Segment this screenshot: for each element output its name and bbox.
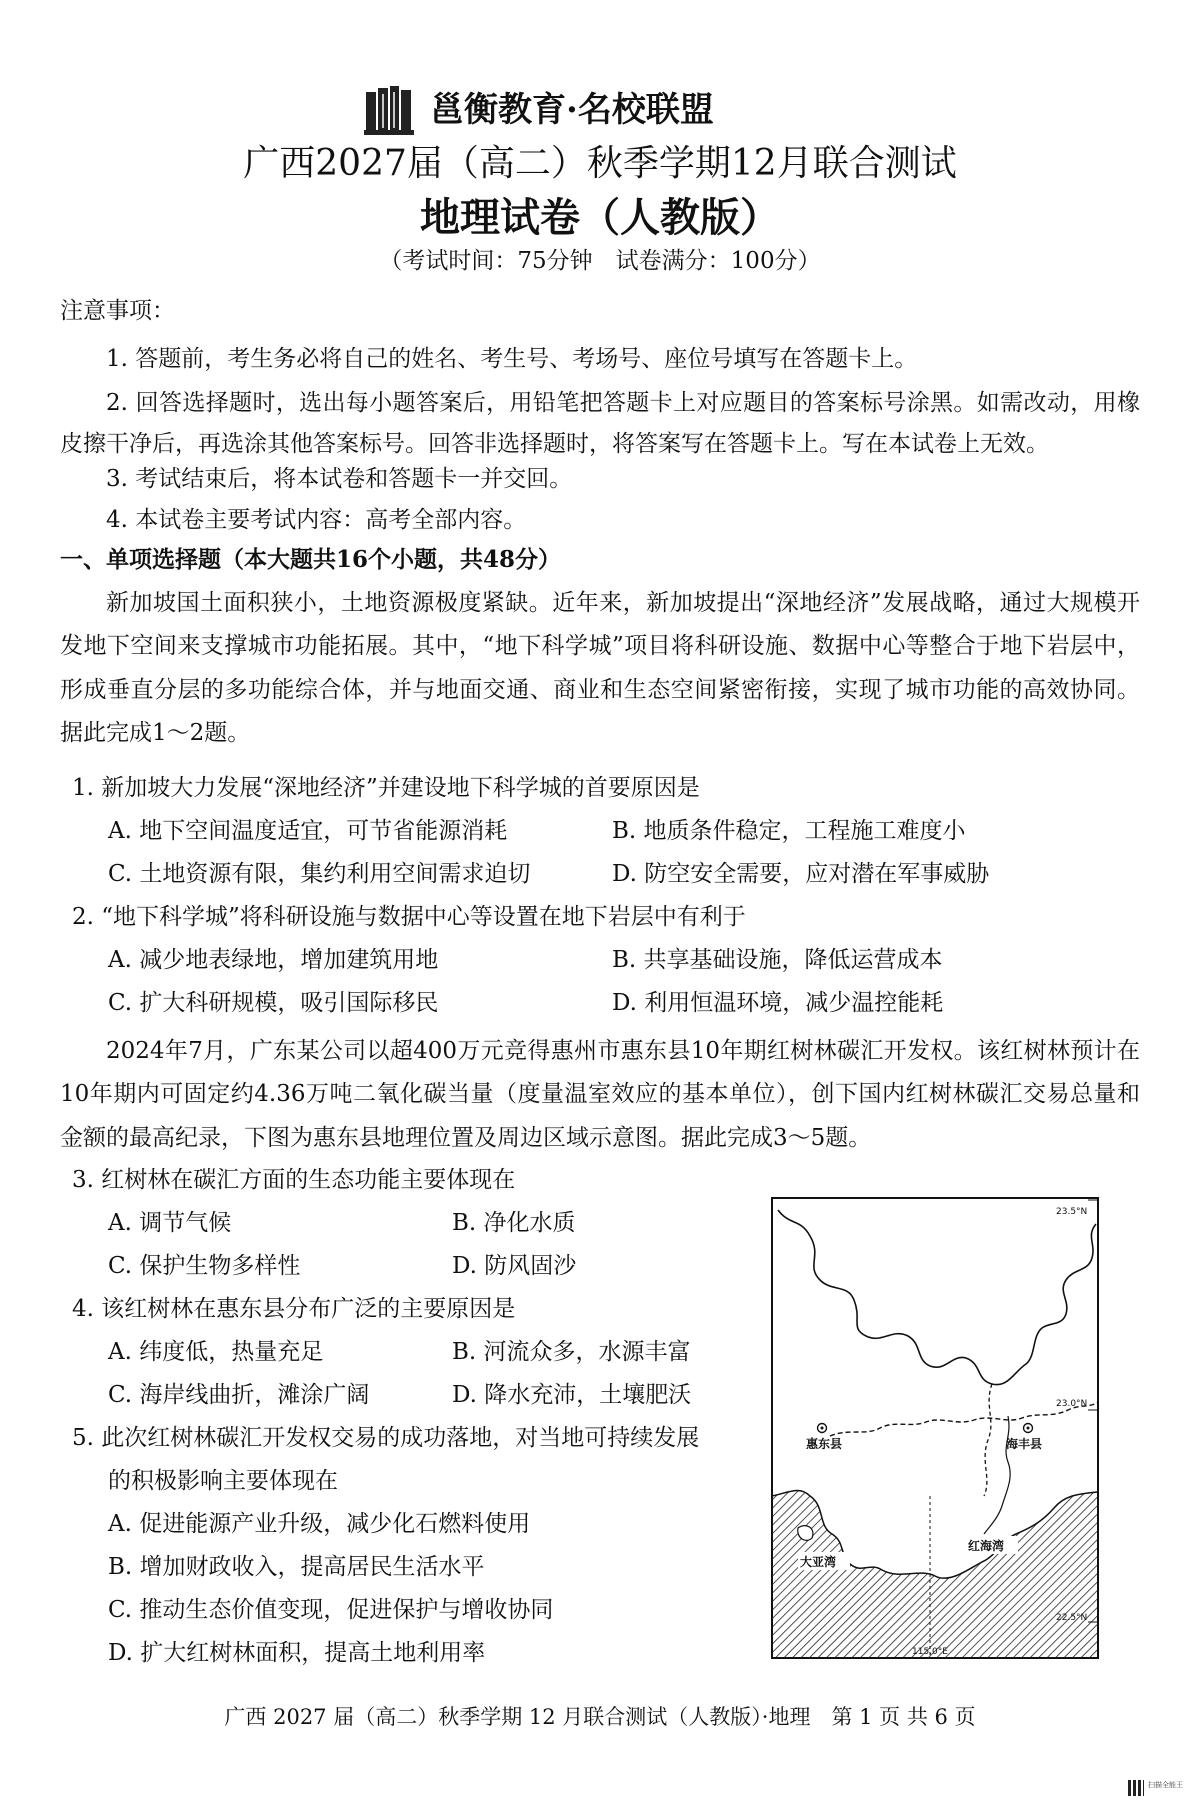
map-lat-label: 23.5°N: [1056, 1207, 1088, 1217]
question-3-option-c: C. 保护生物多样性: [108, 1253, 301, 1279]
qr-code-icon: [1128, 1780, 1144, 1796]
passage-1: 新加坡国土面积狭小，土地资源极度紧缺。近年来，新加坡提出“深地经济”发展战略，通过大规模开发地下空间来支撑城市功能拓展。其中，“地下科学城”项目将科研设施、数据中心等整合于地下岩层中，形成垂直分层的多功能综合体，并与地面交通、商业和生态空间紧密衔接，实现了城市功能的高效协同。据此完成1～2题。: [60, 590, 1140, 746]
question-5-option-d: D. 扩大红树林面积，提高土地利用率: [108, 1640, 486, 1666]
question-5-option-a: A. 促进能源产业升级，减少化石燃料使用: [108, 1511, 531, 1537]
question-4-option-d: D. 降水充沛，土壤肥沃: [452, 1382, 692, 1408]
exam-title: 广西2027届（高二）秋季学期12月联合测试: [243, 143, 957, 184]
map-label-haifeng: 海丰县: [1006, 1437, 1043, 1451]
page-footer: 广西 2027 届（高二）秋季学期 12 月联合测试（人教版）·地理 第 1 页 共 6 页: [224, 1705, 976, 1729]
subject-title: 地理试卷（人教版）: [420, 194, 780, 241]
map-lon-label: 115.0°E: [912, 1647, 948, 1657]
notice-item-1: 1. 答题前，考生务必将自己的姓名、考生号、考场号、座位号填写在答题卡上。: [106, 346, 918, 372]
exam-info: （考试时间：75分钟 试卷满分：100分）: [379, 248, 821, 274]
question-4-option-b: B. 河流众多，水源丰富: [452, 1339, 691, 1365]
map-label-honghai-bay: 红海湾: [968, 1539, 1005, 1553]
question-2-option-d: D. 利用恒温环境，减少温控能耗: [612, 990, 944, 1016]
question-1-option-a: A. 地下空间温度适宜，可节省能源消耗: [108, 818, 508, 844]
brand-title: 邕衡教育·名校联盟: [430, 90, 714, 130]
question-2-option-c: C. 扩大科研规模，吸引国际移民: [108, 990, 439, 1016]
question-1-option-c: C. 土地资源有限，集约利用空间需求迫切: [108, 861, 531, 887]
question-1-option-d: D. 防空安全需要，应对潜在军事威胁: [612, 861, 990, 887]
scanner-watermark: 扫描全能王: [1148, 1781, 1183, 1789]
map-label-daya-bay: 大亚湾: [800, 1555, 837, 1569]
notice-item-3: 3. 考试结束后，将本试卷和答题卡一并交回。: [106, 466, 573, 492]
question-4-option-c: C. 海岸线曲折，滩涂广阔: [108, 1382, 370, 1408]
question-5-stem-line-1: 5. 此次红树林碳汇开发权交易的成功落地，对当地可持续发展: [72, 1425, 700, 1451]
question-5-stem-line-2: 的积极影响主要体现在: [108, 1468, 338, 1494]
map-label-huidong: 惠东县: [806, 1437, 843, 1451]
notice-heading: 注意事项：: [60, 298, 175, 324]
question-2-option-b: B. 共享基础设施，降低运营成本: [612, 947, 943, 973]
question-3-option-b: B. 净化水质: [452, 1210, 576, 1236]
question-5-option-c: C. 推动生态价值变现，促进保护与增收协同: [108, 1597, 554, 1623]
question-2-stem: 2. “地下科学城”将科研设施与数据中心等设置在地下岩层中有利于: [72, 904, 746, 930]
question-4-stem: 4. 该红树林在惠东县分布广泛的主要原因是: [72, 1296, 516, 1322]
question-3-option-d: D. 防风固沙: [452, 1253, 577, 1279]
question-1-option-b: B. 地质条件稳定，工程施工难度小: [612, 818, 966, 844]
question-2-option-a: A. 减少地表绿地，增加建筑用地: [108, 947, 439, 973]
huidong-map: [770, 1196, 1100, 1660]
question-3-option-a: A. 调节气候: [108, 1210, 232, 1236]
map-lat-label: 23.0°N: [1056, 1399, 1088, 1409]
question-5-option-b: B. 增加财政收入，提高居民生活水平: [108, 1554, 485, 1580]
map-lat-label: 22.5°N: [1056, 1613, 1088, 1623]
passage-2: 2024年7月，广东某公司以超400万元竞得惠州市惠东县10年期红树林碳汇开发权。该红树林预计在10年期内可固定约4.36万吨二氧化碳当量（度量温室效应的基本单位），创下国内红树林碳汇交易总量和金额的最高纪录，下图为惠东县地理位置及周边区域示意图。据此完成3～5题。: [60, 1038, 1140, 1151]
books-logo-icon: [364, 84, 414, 136]
question-1-stem: 1. 新加坡大力发展“深地经济”并建设地下科学城的首要原因是: [72, 775, 700, 801]
island: [798, 1526, 813, 1541]
section-heading: 一、单项选择题（本大题共16个小题，共48分）: [60, 546, 562, 573]
question-4-option-a: A. 纬度低，热量充足: [108, 1339, 324, 1365]
notice-item-4: 4. 本试卷主要考试内容：高考全部内容。: [106, 507, 527, 533]
question-3-stem: 3. 红树林在碳汇方面的生态功能主要体现在: [72, 1167, 516, 1193]
notice-item-2: 2. 回答选择题时，选出每小题答案后，用铅笔把答题卡上对应题目的答案标号涂黑。如需改动，用橡皮擦干净后，再选涂其他答案标号。回答非选择题时，将答案写在答题卡上。写在本试卷上无效。: [60, 390, 1140, 457]
